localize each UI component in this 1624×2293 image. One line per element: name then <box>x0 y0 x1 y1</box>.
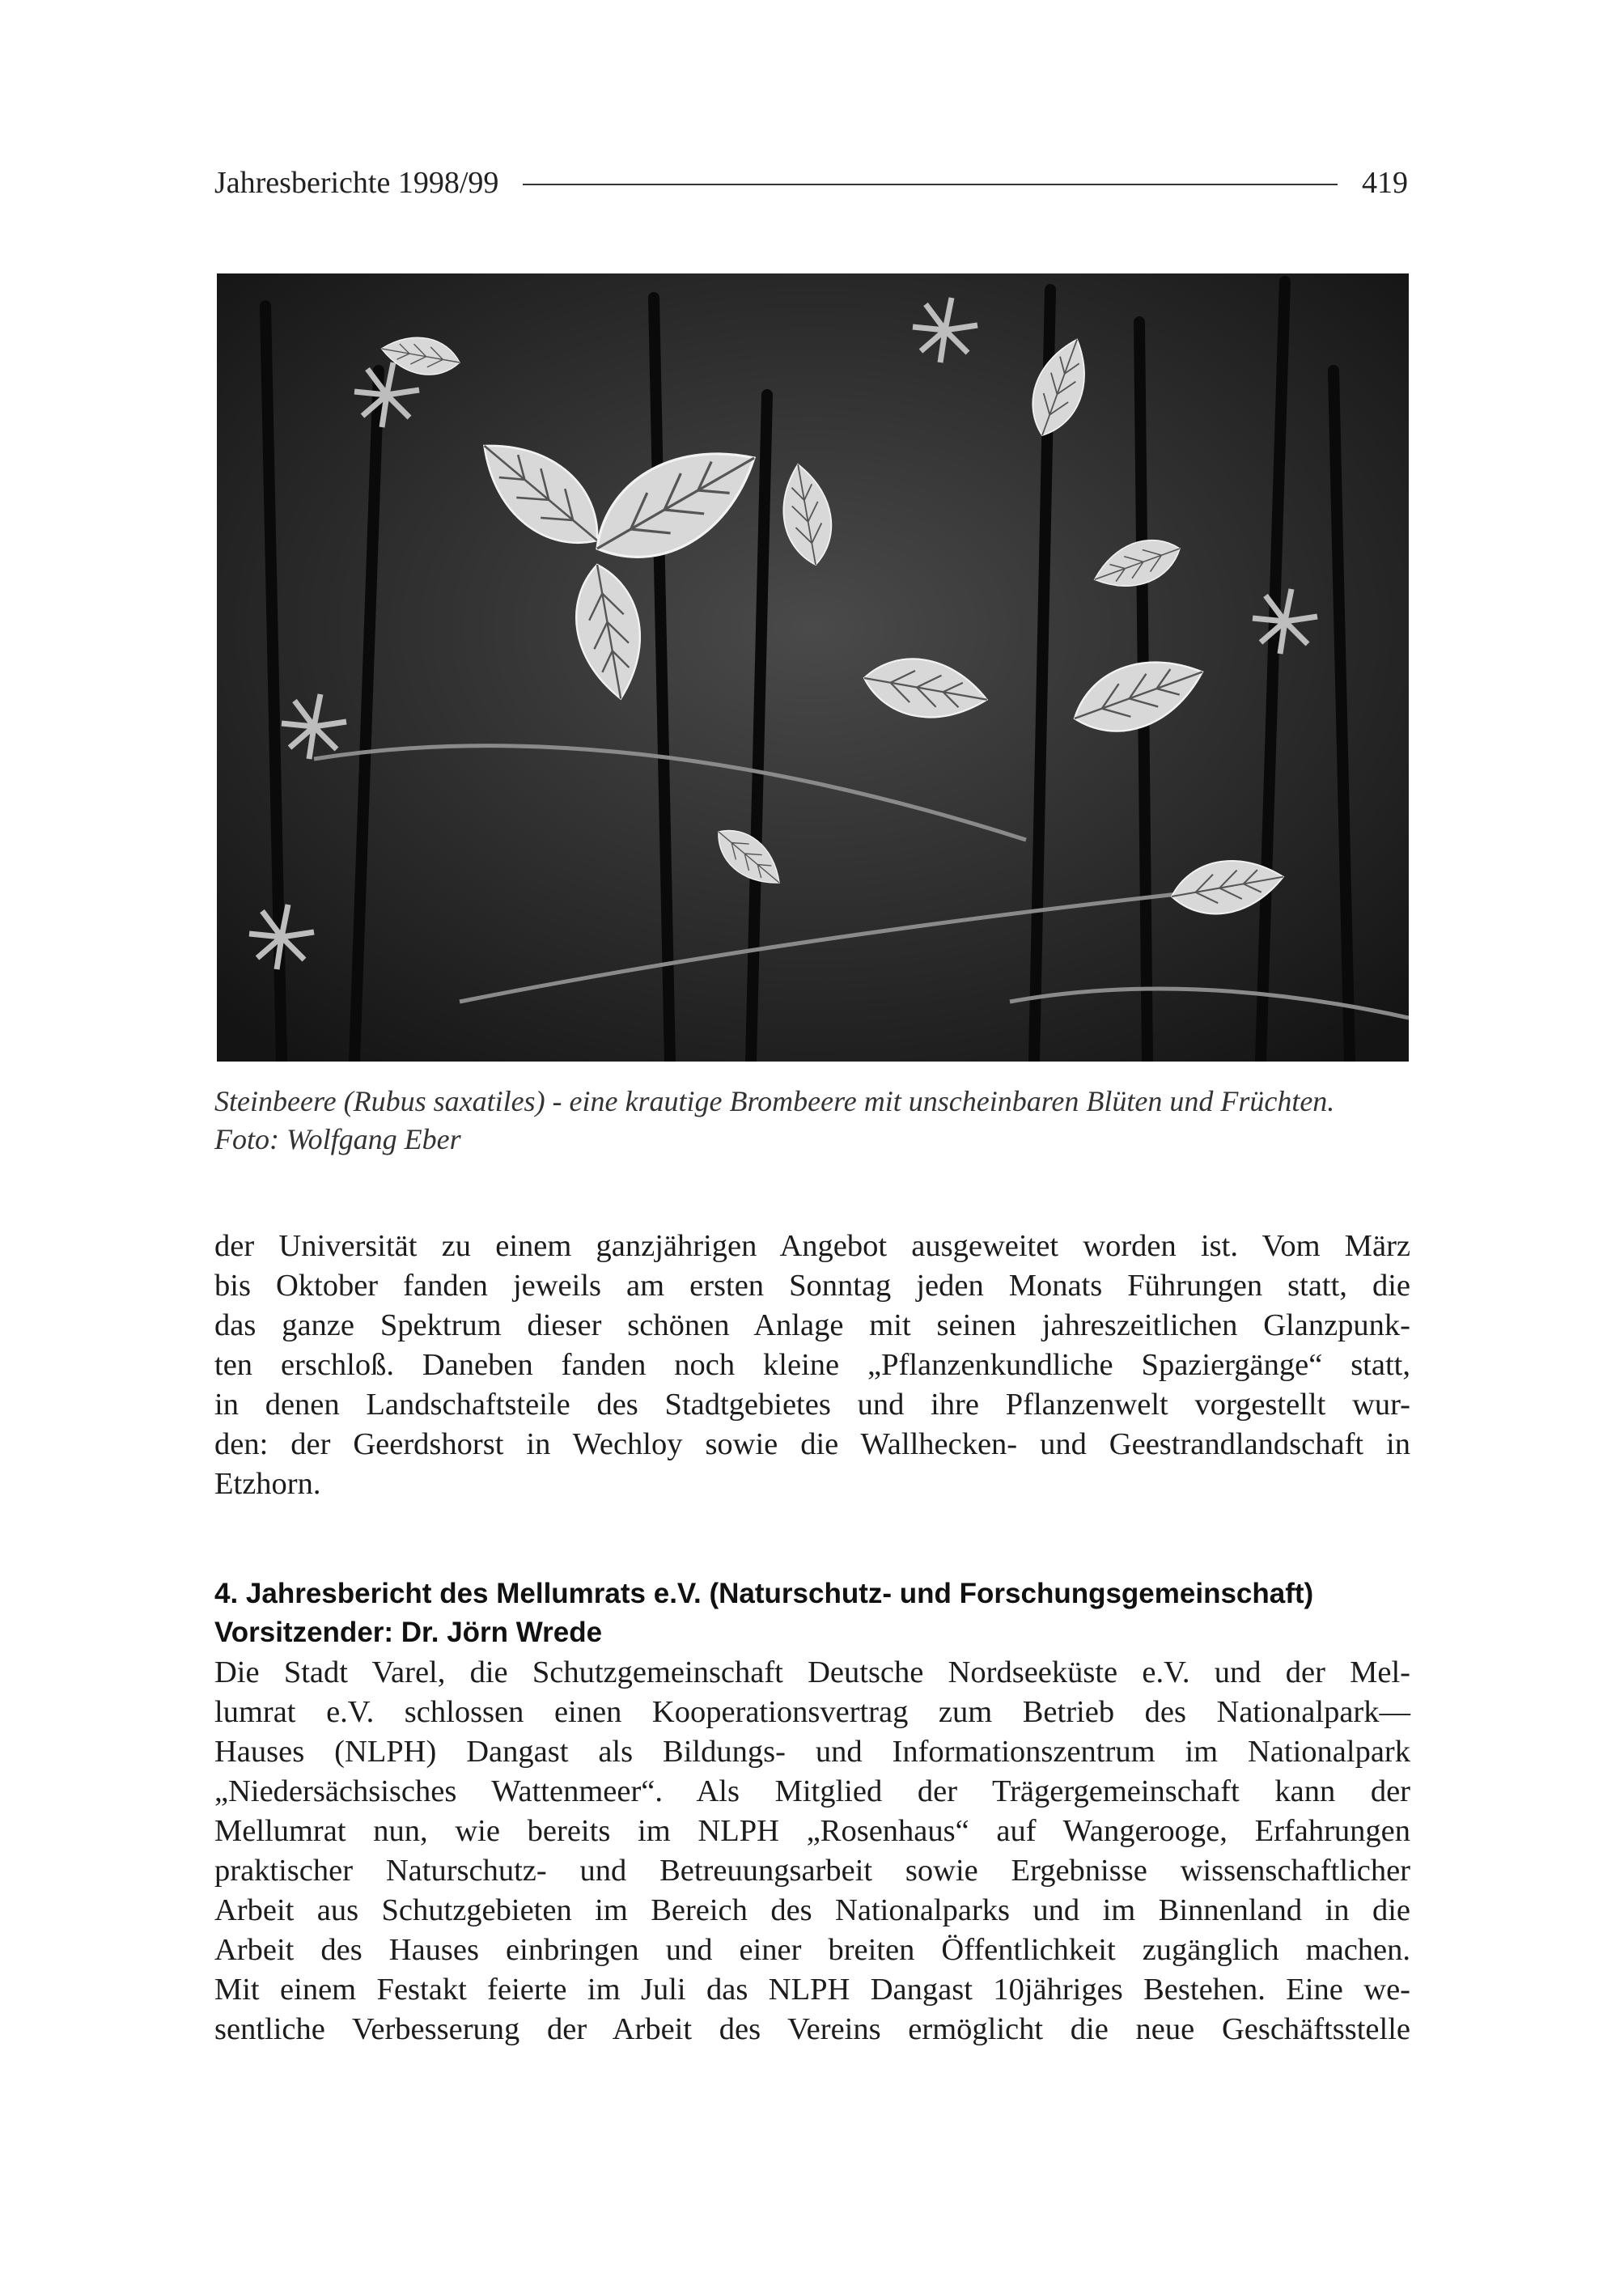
section-subtitle: Vorsitzender: Dr. Jörn Wrede <box>214 1617 603 1648</box>
plant-photograph <box>217 273 1409 1062</box>
text-line: bis Oktober fanden jeweils am ersten Sonntag jeden Monats Führungen statt, die <box>214 1269 1410 1303</box>
text-line: ten erschloß. Daneben fanden noch kleine „Pflanzenkundliche Spaziergänge“ statt, <box>214 1348 1410 1382</box>
photo-illustration <box>217 273 1409 1062</box>
header-rule <box>523 184 1338 185</box>
text-line: Arbeit des Hauses einbringen und einer breiten Öffentlichkeit zugänglich machen. <box>214 1933 1410 1967</box>
text-line: Die Stadt Varel, die Schutzgemeinschaft Deutsche Nordseeküste e.V. und der Mel- <box>214 1655 1410 1689</box>
figure-caption <box>214 1083 1412 1159</box>
text-line: Arbeit aus Schutzgebieten im Bereich des Nationalparks und im Binnenland in die <box>214 1893 1410 1927</box>
text-line: Mit einem Festakt feierte im Juli das NLPH Dangast 10jähriges Bestehen. Eine we- <box>214 1973 1410 2007</box>
caption-text: Steinbeere (Rubus saxatiles) - eine krautige Brombeere mit unscheinbaren Blüten und Früchten. <box>214 1085 1335 1117</box>
text-line: in denen Landschaftsteile des Stadtgebietes und ihre Pflanzenwelt vorgestellt wur- <box>214 1388 1410 1422</box>
text-line: Hauses (NLPH) Dangast als Bildungs- und Informationszentrum im Nationalpark <box>214 1735 1410 1769</box>
section-paragraph <box>214 1653 1410 2049</box>
photo-credit: Foto: Wolfgang Eber <box>214 1123 461 1155</box>
text-line: Mellumrat nun, wie bereits im NLPH „Rosenhaus“ auf Wangerooge, Erfahrungen <box>214 1814 1410 1848</box>
text-line: „Niedersächsisches Wattenmeer“. Als Mitglied der Trägergemeinschaft kann der <box>214 1774 1410 1808</box>
text-line: sentliche Verbesserung der Arbeit des Vereins ermöglicht die neue Geschäftsstelle <box>214 2012 1410 2046</box>
text-line: lumrat e.V. schlossen einen Kooperationsvertrag zum Betrieb des Nationalpark— <box>214 1695 1410 1729</box>
text-line: der Universität zu einem ganzjährigen Angebot ausgeweitet worden ist. Vom März <box>214 1229 1410 1263</box>
section-title: 4. Jahresbericht des Mellumrats e.V. (Naturschutz- und Forschungsgemeinschaft) <box>214 1578 1314 1609</box>
text-line: das ganze Spektrum dieser schönen Anlage mit seinen jahreszeitlichen Glanzpunk- <box>214 1308 1410 1342</box>
text-line: praktischer Naturschutz- und Betreuungsarbeit sowie Ergebnisse wissenschaftlicher <box>214 1854 1410 1888</box>
page-number: 419 <box>1362 166 1408 200</box>
section-heading <box>214 1575 1412 1652</box>
running-header <box>214 159 1408 207</box>
text-line: den: der Geerdshorst in Wechloy sowie die Wallhecken- und Geestrandlandschaft in <box>214 1427 1410 1461</box>
text-line: Etzhorn. <box>214 1467 321 1501</box>
header-title: Jahresberichte 1998/99 <box>214 166 499 200</box>
paragraph-continued <box>214 1227 1410 1504</box>
